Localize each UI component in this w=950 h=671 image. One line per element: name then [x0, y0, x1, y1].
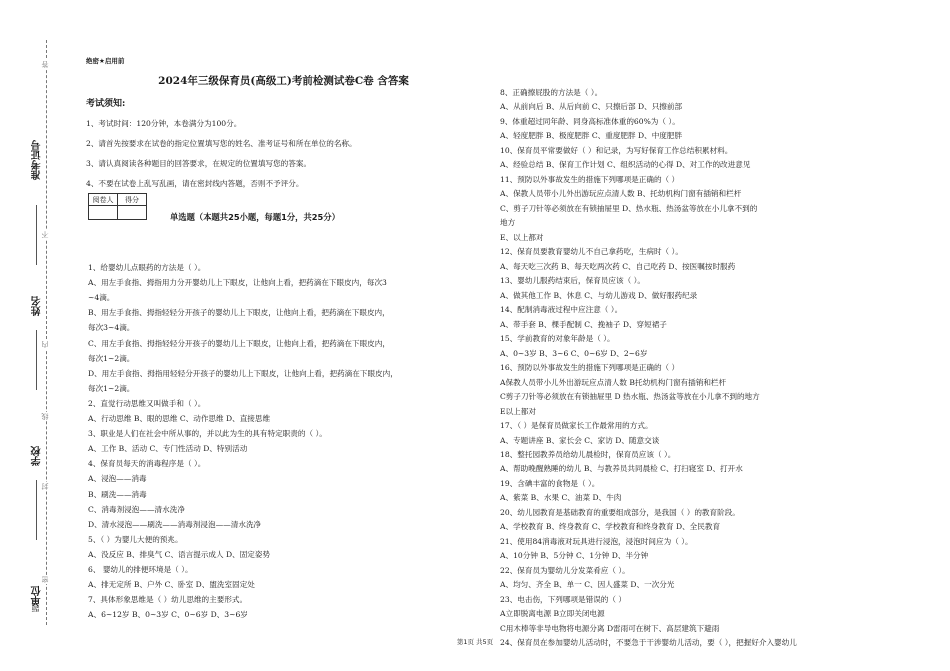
note-item: 3、请认真阅读各种题目的回答要求，在规定的位置填写您的答案。	[86, 159, 312, 168]
note-item: 4、不要在试卷上乱写乱画，请在密封线内答题，否则不予评分。	[86, 179, 304, 188]
question-line: B、用左手食指、拇指轻轻分开孩子的婴幼儿上下眼皮，让他向上看，把药滴在下眼皮内，	[88, 308, 390, 318]
question-line: 14、配制消毒液过程中应注意（ ）。	[500, 305, 623, 315]
question-line: 4、保育员每天的消毒程序是（ ）。	[88, 459, 206, 469]
question-line: A、每天吃三次药 B、每天吃两次药 C、自己吃药 D、按医嘱按时服药	[500, 261, 736, 271]
question-line: 5、（ ）为婴儿大便的预兆。	[88, 534, 183, 544]
question-line: A、用左手食指、拇指用力分开婴幼儿上下眼皮，让他向上看，把药滴在下眼皮内，每次3	[88, 278, 387, 288]
name-fill-line	[36, 330, 37, 390]
question-line: 17、（ ）是保育员做家长工作最常用的方式。	[500, 421, 653, 431]
question-line: 18、整托园教养员给幼儿晨检时，保育员应该（ ）。	[500, 450, 676, 459]
question-line: A、经验总结 B、保育工作计划 C、组织活动的心得 D、对工作的改进意见	[500, 160, 751, 170]
question-line: 每次1~2滴。	[88, 383, 135, 393]
exam-number-fill-line	[36, 205, 37, 265]
question-line: A保教人员带小儿外出游玩应点清人数 B托幼机构门窗有插销和栏杆	[500, 377, 727, 387]
question-line: C用木棒等非导电物将电源分离 D雷雨可在树下、高层建筑下避雨	[500, 623, 720, 633]
question-line: A、轻度肥胖 B、极度肥胖 C、重度肥胖 D、中度肥胖	[500, 131, 683, 141]
question-line: 3、职业是人们在社会中所从事的，并以此为生的具有特定职责的（ ）。	[88, 429, 327, 439]
question-line: 1、给婴幼儿点眼药的方法是（ ）。	[88, 263, 206, 272]
confidential-label: 绝密★启用前	[86, 57, 125, 65]
question-line: 19、含碘丰富的食物是（ ）。	[500, 478, 600, 488]
seal-mark: 封	[41, 483, 49, 490]
seal-mark: 答	[41, 61, 49, 68]
seal-mark: 内	[41, 341, 49, 348]
binding-label-name: 姓名	[32, 296, 43, 316]
question-line: 7、具体形象思维是（ ）幼儿思维的主要形式。	[88, 595, 248, 605]
seal-mark: 不	[41, 231, 49, 238]
question-line: 13、婴幼儿服药结束后，保育员应该（ ）。	[500, 276, 645, 286]
question-line: C、剪子刀针等必须放在有锁抽屉里 D、热水瓶、热汤盆等放在小儿拿不到的	[500, 203, 758, 213]
binding-label-unit: 单位	[32, 586, 43, 606]
question-line: 8、正确擦屁股的方法是（ ）。	[500, 88, 603, 97]
question-line: E、以上都对	[500, 232, 544, 242]
school-fill-line	[36, 480, 37, 540]
question-line: A、专题讲座 B、家长会 C、家访 D、随意交谈	[500, 435, 660, 445]
question-line: 12、保育员要教育婴幼儿不自己拿药吃，生病时（ ）。	[500, 247, 683, 257]
question-line: D、用左手食指、拇指用轻轻分开孩子的婴幼儿上下眼皮，让他向上看，把药滴在下眼皮内，	[88, 368, 398, 378]
question-line: A、保教人员带小儿外出游玩应点清人数 B、托幼机构门窗有插销和栏杆	[500, 189, 742, 199]
score-cell	[118, 206, 147, 220]
binding-label-exam-number: 准考证号	[32, 140, 43, 180]
question-line: A、紫菜 B、水果 C、油菜 D、牛肉	[500, 493, 622, 503]
question-line: A、帮助晚醒熟睡的幼儿 B、与教养员共同晨检 C、打扫寝室 D、打开水	[500, 464, 743, 474]
question-line: 20、幼儿园教育是基础教育的重要组成部分，是我国（ ）的教育阶段。	[500, 507, 740, 517]
question-line: 6、 婴幼儿的排便环境是（ ）。	[88, 565, 193, 574]
question-line: E以上都对	[500, 406, 536, 416]
seal-mark: 线	[41, 413, 49, 420]
score-box	[88, 193, 147, 220]
question-line: A、从前向后 B、从后向前 C、只擦后部 D、只擦前部	[500, 102, 683, 112]
question-line: A、排无定所 B、户外 C、卧室 D、盥洗室固定处	[88, 580, 255, 590]
binding-extra-text: 题	[31, 604, 40, 612]
question-line: A、工作 B、活动 C、专门性活动 D、特别活动	[88, 444, 248, 454]
question-line: A、浸泡——消毒	[88, 474, 147, 484]
question-line: 地方	[500, 218, 516, 228]
question-line: A、6~12岁 B、0~3岁 C、0~6岁 D、3~6岁	[88, 610, 248, 620]
grader-header: 阅卷人	[89, 194, 118, 206]
question-line: 24、保育员在参加婴幼儿活动时，不要急于干涉婴幼儿活动，要（ ），把握好介入婴幼儿	[500, 638, 797, 648]
score-header: 得分	[118, 194, 147, 206]
question-line: C、用左手食指、拇指轻轻分开孩子的婴幼儿上下眼皮，让他向上看，把药滴在下眼皮内，	[88, 338, 390, 348]
question-line: A、没反应 B、排臭气 C、语言提示成人 D、固定姿势	[88, 549, 271, 559]
question-line: 2、直觉行动思维又叫做手和（ ）。	[88, 398, 206, 408]
question-line: 23、电击伤，下列哪项是错误的（ ）	[500, 594, 626, 604]
question-line: 每次1~2滴。	[88, 353, 135, 363]
grader-cell	[89, 206, 118, 220]
question-line: C剪子刀针等必须放在有锁抽屉里 D 热水瓶、热汤盆等放在小儿拿不到的地方	[500, 392, 760, 402]
seal-line	[46, 40, 47, 625]
note-item: 1、考试时间：120分钟，本卷满分为100分。	[86, 119, 242, 128]
question-line: ~4滴。	[88, 293, 115, 303]
notes-heading: 考试须知:	[86, 99, 126, 109]
question-line: A、带手套 B、棵手配制 C、挽袖子 D、穿短裙子	[500, 319, 667, 329]
question-line: 22、保育员为婴幼儿分发菜肴应（ ）。	[500, 565, 630, 575]
question-line: 15、学前教育的对象年龄是（ ）。	[500, 334, 615, 344]
question-line: A、行动思维 B、眼的思维 C、动作思维 D、直接思维	[88, 414, 271, 423]
section-heading: 单选题（本题共25小题，每题1分，共25分）	[170, 212, 340, 222]
question-line: 11、预防以外事故发生的措施下列哪项是正确的（ ）	[500, 174, 680, 184]
question-line: 10、保育员平常要做好（ ）和记录，为写好保育工作总结积累材料。	[500, 145, 733, 155]
question-line: 9、体重超过同年龄、同身高标准体重的60%为（ ）。	[500, 116, 680, 126]
page-title: 2024年三级保育员(高级工)考前检测试卷C卷 含答案	[158, 75, 409, 87]
question-line: 16、预防以外事故发生的措施下列哪项是正确的（ ）	[500, 363, 680, 373]
question-line: A、学校教育 B、终身教育 C、学校教育和终身教育 D、全民教育	[500, 522, 721, 532]
question-line: A、10分钟 B、5分钟 C、1分钟 D、半分钟	[500, 551, 649, 561]
question-line: 21、使用84消毒液对玩具进行浸泡，浸泡时间应为（ ）。	[500, 536, 693, 546]
page-footer: 第1页 共5页	[456, 638, 494, 646]
question-line: A、均匀、齐全 B、单一 C、因人盛菜 D、一次分光	[500, 580, 675, 590]
question-line: B、刷洗——消毒	[88, 489, 147, 499]
question-line: D、清水浸泡——刷洗——消毒剂浸泡——清水洗净	[88, 519, 262, 529]
question-line: A、0~3岁 B、3~6 C、0~6岁 D、2~6岁	[500, 348, 648, 358]
note-item: 2、请首先按要求在试卷的指定位置填写您的姓名、准考证号和所在单位的名称。	[86, 139, 357, 148]
binding-strip	[0, 0, 60, 671]
question-line: C、消毒剂浸泡——清水洗净	[88, 504, 185, 514]
question-line: 每次3~4滴。	[88, 323, 135, 333]
question-line: A立即脱离电源 B立即关闭电源	[500, 609, 605, 619]
question-line: A、做其他工作 B、休息 C、与幼儿游戏 D、做好服药纪录	[500, 290, 698, 300]
binding-label-school: 学校	[32, 446, 43, 466]
seal-mark: 密	[41, 576, 49, 583]
